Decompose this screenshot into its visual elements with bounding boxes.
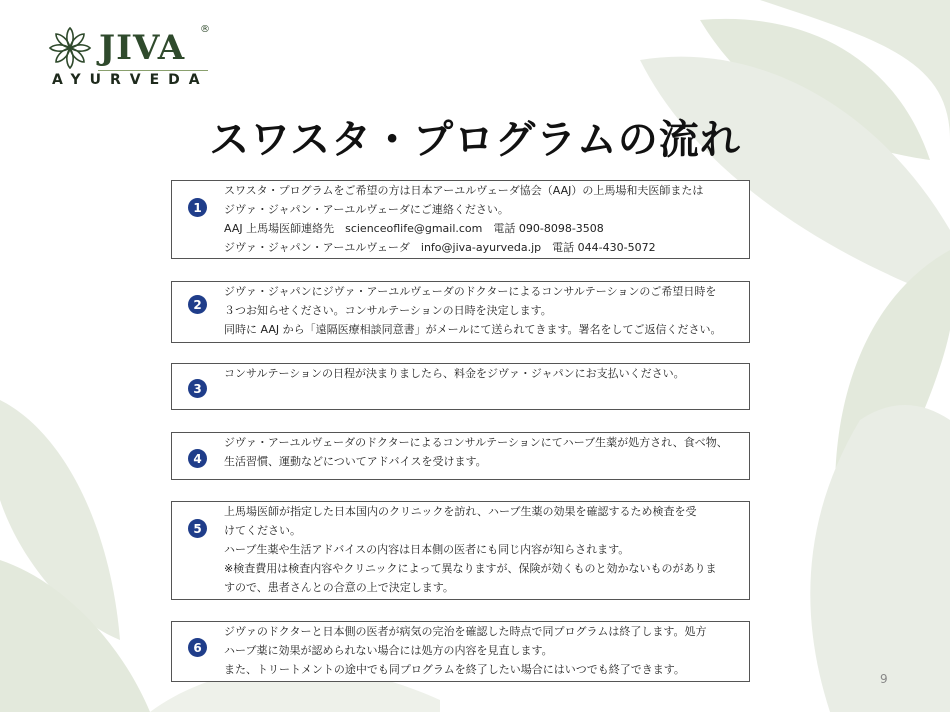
logo-wordmark: JIVA (99, 28, 186, 68)
step-text-line: ジヴァ・アーユルヴェーダのドクターによるコンサルテーションにてハーブ生薬が処方され、食べ物、 (224, 436, 728, 449)
step-number-badge: 4 (188, 449, 207, 468)
step-text-line: ※検査費用は検査内容やクリニックによって異なりますが、保険が効くものと効かないものがありま (224, 562, 717, 575)
flower-logo-icon (48, 26, 92, 70)
step-text-line: ジヴァ・ジャパン・アーユルヴェーダにご連絡ください。 (224, 203, 509, 216)
step-text-line: 同時に AAJ から「遠隔医療相談同意書」がメールにて送られてきます。署名をしてご返信ください。 (224, 323, 722, 336)
step-number-badge: 2 (188, 295, 207, 314)
step-text-line: 上馬場医師が指定した日本国内のクリニックを訪れ、ハーブ生薬の効果を確認するため検査を受 (224, 505, 697, 518)
step-text-line: ジヴァのドクターと日本側の医者が病気の完治を確認した時点で同プログラムは終了します。処方 (224, 625, 707, 638)
step-number-badge: 1 (188, 198, 207, 217)
step-text-line: 生活習慣、運動などについてアドバイスを受けます。 (224, 455, 487, 468)
step-box (171, 621, 750, 682)
step-number-badge: 3 (188, 379, 207, 398)
step-text-line: すので、患者さんとの合意の上で決定します。 (224, 581, 454, 594)
step-text-line: また、トリートメントの途中でも同プログラムを終了したい場合にはいつでも終了できます。 (224, 663, 685, 676)
step-number-badge: 5 (188, 519, 207, 538)
page-title: スワスタ・プログラムの流れ (209, 117, 741, 163)
step-text-line: ３つお知らせください。コンサルテーションの日時を決定します。 (224, 304, 552, 317)
step-text-line: けてください。 (224, 524, 301, 537)
step-text-line: ジヴァ・ジャパンにジヴァ・アーユルヴェーダのドクターによるコンサルテーションのご希望日時を (224, 285, 717, 298)
step-text-line: コンサルテーションの日程が決まりましたら、料金をジヴァ・ジャパンにお支払いください。 (224, 367, 685, 380)
page-number: 9 (880, 672, 888, 686)
step-text-line: スワスタ・プログラムをご希望の方は日本アーユルヴェーダ協会（AAJ）の上馬場和夫医師または (224, 184, 704, 197)
logo-subtitle: AYURVEDA (52, 72, 209, 88)
step-box (171, 281, 750, 343)
step-text-line: AAJ 上馬場医師連絡先 scienceoflife@gmail.com 電話 090-8098-3508 (224, 222, 604, 235)
registered-mark: ® (200, 24, 210, 35)
step-text-line: ハーブ生薬や生活アドバイスの内容は日本側の医者にも同じ内容が知らされます。 (224, 543, 630, 556)
step-text-line: ジヴァ・ジャパン・アーユルヴェーダ info@jiva-ayurveda.jp 電話 044-430-5072 (224, 241, 656, 254)
step-number-badge: 6 (188, 638, 207, 657)
step-box (171, 501, 750, 600)
step-box (171, 363, 750, 410)
step-box (171, 432, 750, 480)
step-box (171, 180, 750, 259)
jiva-logo (44, 22, 214, 92)
step-text-line: ハーブ薬に効果が認められない場合には処方の内容を見直します。 (224, 644, 553, 657)
logo-divider (98, 70, 208, 71)
